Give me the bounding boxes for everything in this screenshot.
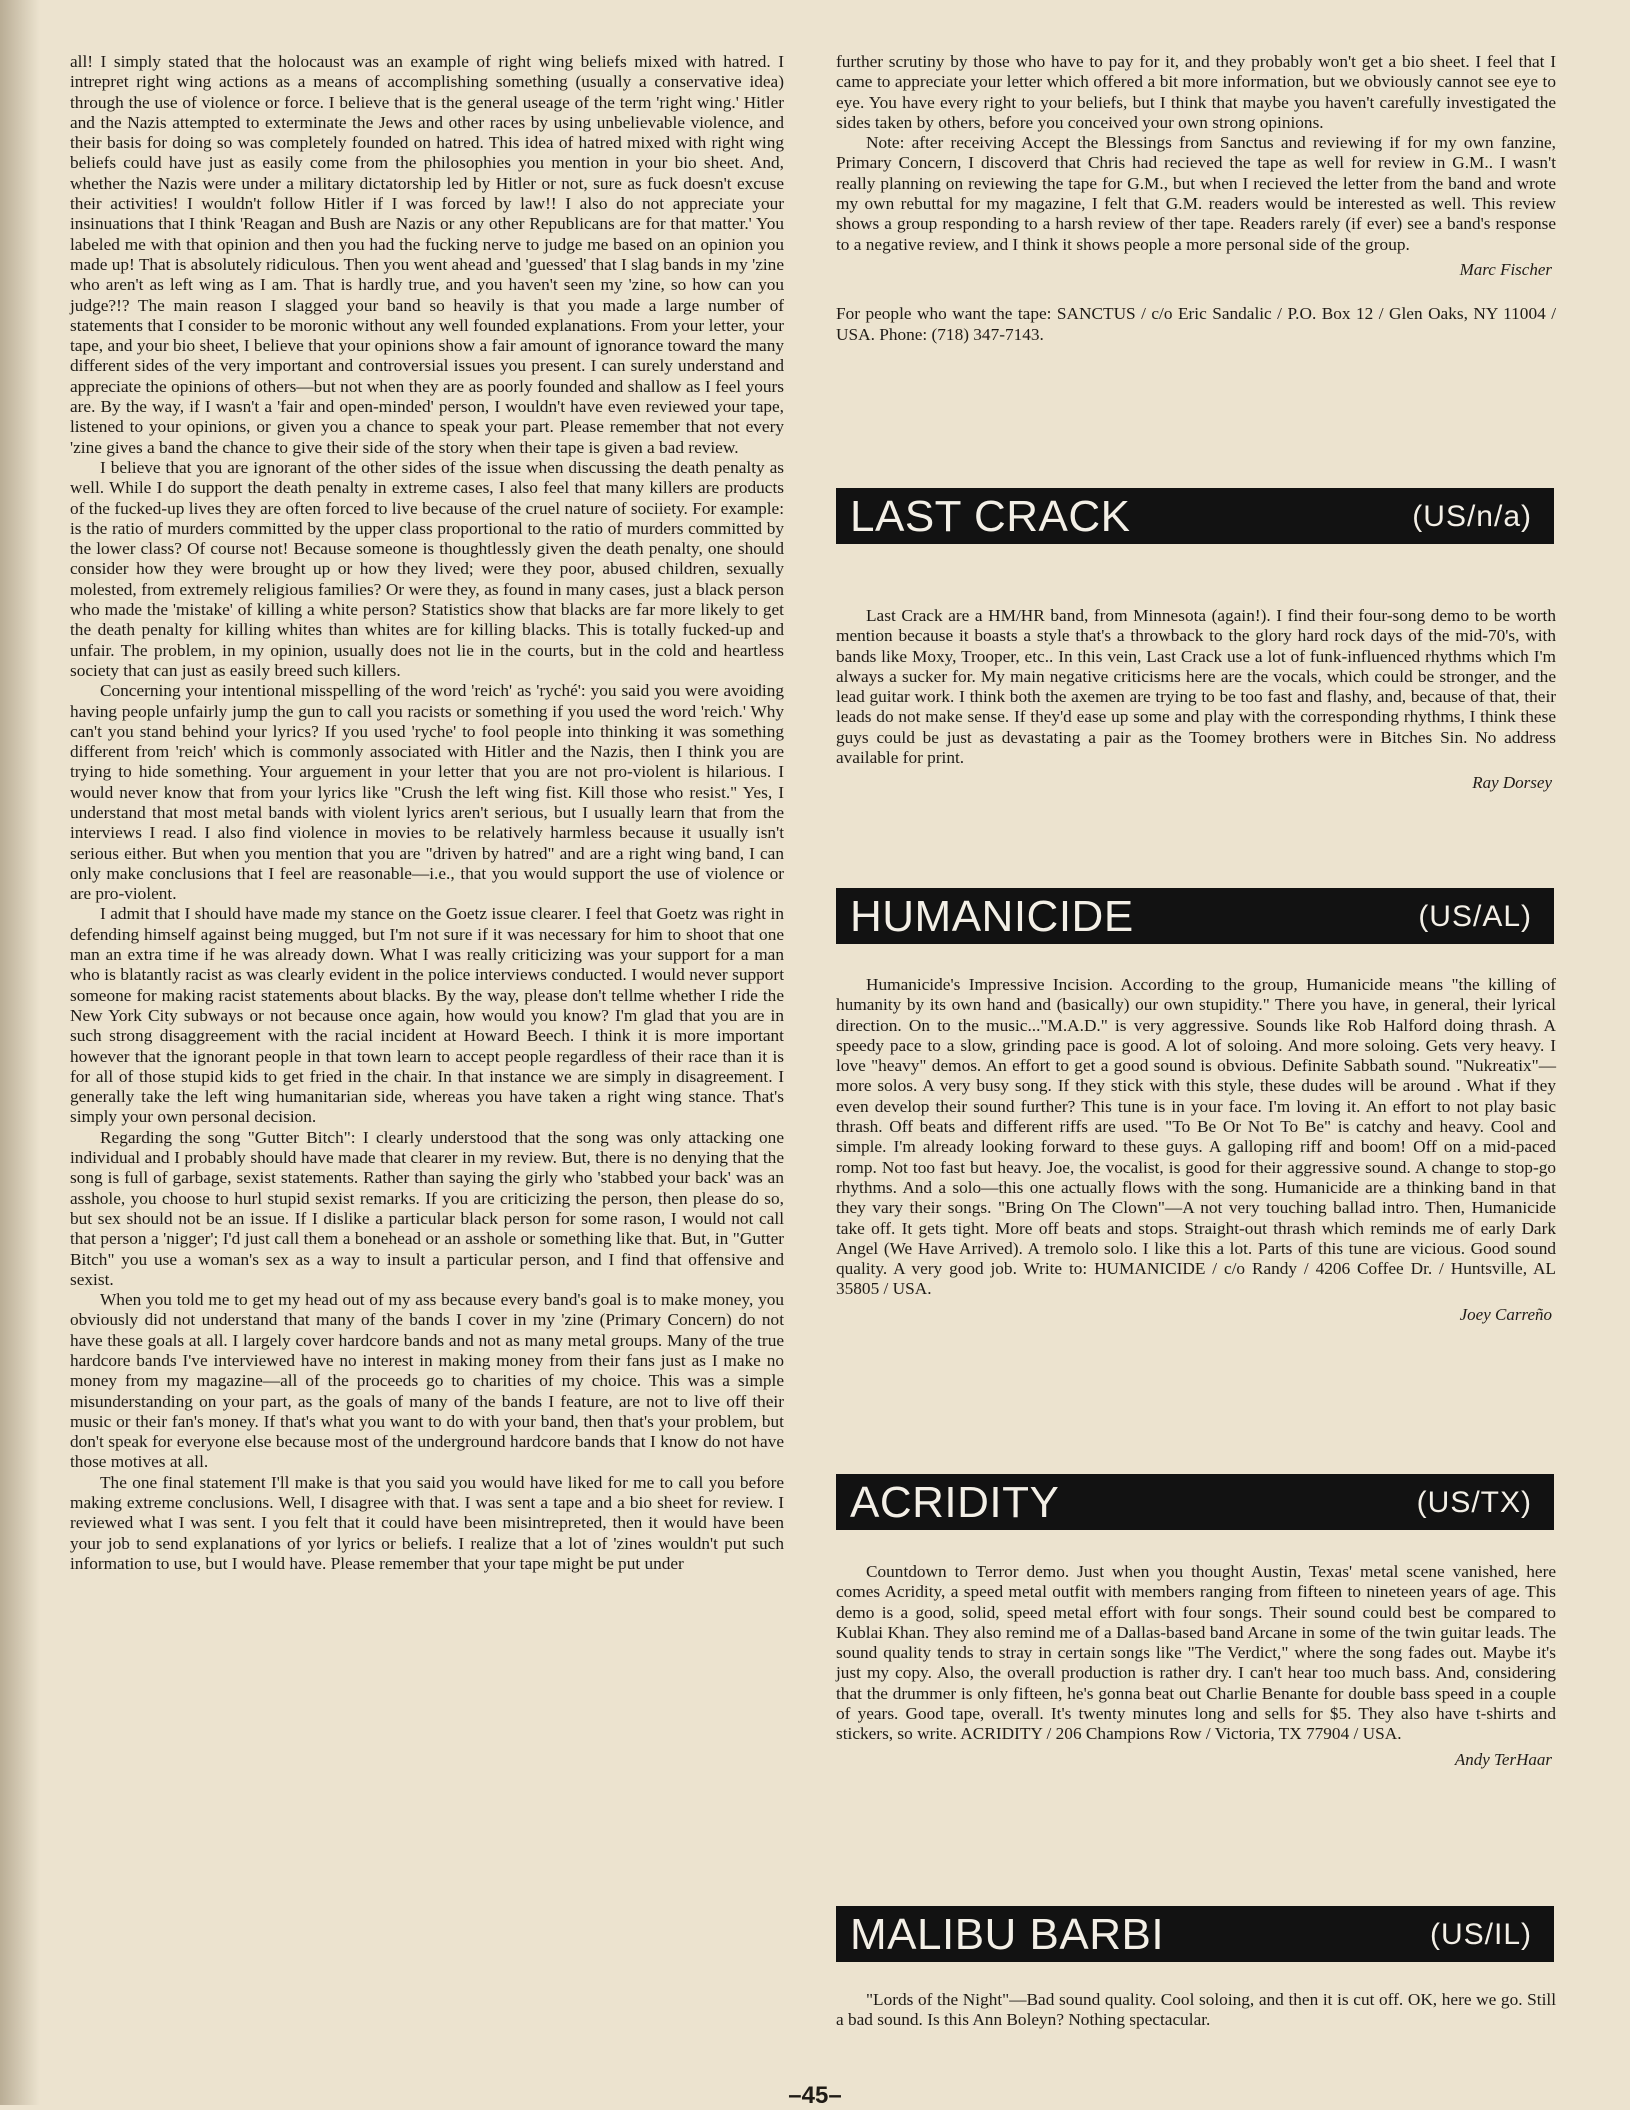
review-text: Last Crack are a HM/HR band, from Minnesota (again!). I find their four-song demo to be worth mention because it boasts a style that's a throwback to the glory hard rock days of the mid-70's, with bands like Moxy, Trooper, etc.. In this vein, Last Crack use a lot of funk-influenced rhythms which I'm always a sucker for. My main negative criticisms here are the vocals, which could be stronger, and the lead guitar work. I think both the axemen are trying to be too fast and flashy, and, because of that, their leads do not make sense. If they'd ease up some and play with the corresponding rhythms, I think these guys could be just as devastating a pair as the Toomey brothers were in Bitches Sin. No address available for print. [836, 606, 1556, 768]
review-text: Humanicide's Impressive Incision. According to the group, Humanicide means "the killing of humanity by its own hand and (basically) our own stupidity." There you have, in general, their lyrical direction. On to the music..."M.A.D." is very aggressive. Sounds like Rob Halford doing thrash. A speedy pace to a slow, grinding pace is good. A lot of soloing. And more soloing. Gets very heavy. I love "heavy" demos. An effort to get a good sound is obvious. Definite Sabbath sound. "Nukreatix"—more solos. A very busy song. If they stick with this style, these dudes will be around . What if they even develop their sound further? This tune is in your face. I'm loving it. An effort to not play basic thrash. Off beats and different riffs are used. "To Be Or Not To Be" is catchy and heavy. Cool and simple. I'm already looking forward to these guys. A galloping riff and boom! Off on a mid-paced romp. Not too fast but heavy. Joe, the vocalist, is good for their aggressive sound. A change to stop-go rhythms. And a solo—this one actually flows with the song. Humanicide are a thinking band in that they vary their songs. "Bring On The Clown"—A not very touching ballad intro. Then, Humanicide take off. It gets tight. More off beats and stops. Straight-out thrash which reminds me of early Dark Angel (We Have Arrived). A tremolo solo. I like this a lot. Parts of this tune are vicious. Good sound quality. A very good job. Write to: HUMANICIDE / c/o Randy / 4206 Coffee Dr. / Huntsville, AL 35805 / USA. [836, 975, 1556, 1299]
band-origin: (US/IL) [1429, 1918, 1532, 1951]
review-humanicide [836, 975, 1556, 1326]
band-origin: (US/n/a) [1412, 500, 1532, 533]
letter-paragraph: Concerning your intentional misspelling of the word 'reich' as 'ryché': you said you were avoiding having people unfairly jump the gun to call you racists or something if you used the word 'reich.' Why can't you stand behind your lyrics? If you used 'ryche' to fool people into thinking it was something different from 'reich' which is commonly associated with Hitler and the Nazis, then I think you are trying to hide something. Your arguement in your letter that you are not pro-violent is hilarious. I would never know that from your lyrics like "Crush the left wing fist. Kill those who resist." Yes, I understand that most metal bands with violent lyrics aren't serious, but I usually learn that from the interviews I read. I also find violence in movies to be relatively harmless because it usually isn't serious either. But when you mention that you are "driven by hatred" and are a right wing band, I can only make conclusions that I feel are reasonable—i.e., that you would support the use of violence or are pro-violent. [70, 681, 784, 904]
band-name: ACRIDITY [850, 1478, 1060, 1527]
band-origin: (US/AL) [1418, 900, 1532, 933]
reviewer-signature: Joey Carreño [1459, 1304, 1552, 1324]
letter-paragraph: Regarding the song "Gutter Bitch": I clearly understood that the song was only attacking one individual and I probably should have made that clearer in my review. But, there is no denying that the song is full of garbage, sexist statements. Rather than saying the girly who 'stabbed your back' was an asshole, you choose to hurl stupid sexist remarks. If you are criticizing the person, then please do so, but sex should not be an issue. If I dislike a particular black person for some rason, I would not call that person a 'nigger'; I'd just call them a bonehead or an asshole or something like that. But, in "Gutter Bitch" you use a woman's sex as a way to insult a particular person, and I find that offensive and sexist. [70, 1127, 784, 1289]
band-header-humanicide [836, 888, 1554, 944]
page-edge-shadow [0, 0, 40, 2105]
letter-paragraph: When you told me to get my head out of my ass because every band's goal is to make money, you obviously did not understand that many of the bands I cover in my 'zine (Primary Concern) do not have these goals at all. I largely cover hardcore bands and not as many metal groups. Many of the true hardcore bands I've interviewed have no interest in making money from their fans just as I make no money from my magazine—all of the proceeds go to charities of my choice. This was a simple misunderstanding on your part, as the goals of many of the bands I feature, are not to live off their music or their fan's money. If that's what you want to do with your band, then that's your problem, but don't speak for everyone else because most of the underground hardcore bands that I know do not have those motives at all. [70, 1290, 784, 1472]
editor-note: Note: after receiving Accept the Blessings from Sanctus and reviewing if for my own fanzine, Primary Concern, I discoverd that Chris had recieved the tape as well for review in G.M.. I wasn't really planning on reviewing the tape for G.M., but when I recieved the letter from the band and wrote my own rebuttal for my magazine, I felt that G.M. readers would be interested as well. This review shows a group responding to a harsh review of ther tape. Readers rarely (if ever) see a band's response to a negative review, and I think it shows people a more personal side of the group. [836, 133, 1556, 254]
review-acridity [836, 1562, 1556, 1771]
band-header-acridity [836, 1474, 1554, 1530]
band-header-last-crack [836, 488, 1554, 544]
band-name: MALIBU BARBI [850, 1910, 1165, 1959]
letter-paragraph: The one final statement I'll make is that you said you would have liked for me to call you before making extreme conclusions. Well, I disagree with that. I was sent a tape and a bio sheet for review. I reviewed what I was sent. I you felt that it could have been misintrepreted, then it would have been your job to send explanations of yor lyrics or beliefs. I realize that a lot of 'zines wouldn't put such information to use, but I would have. Please remember that your tape might be put under [70, 1472, 784, 1573]
review-text: Countdown to Terror demo. Just when you thought Austin, Texas' metal scene vanished, here comes Acridity, a speed metal outfit with members ranging from fifteen to nineteen years of age. This demo is a good, solid, speed metal effort with four songs. Their sound could best be compared to Kublai Khan. They also remind me of a Dallas-based band Arcane in some of the twin guitar leads. The sound quality tends to stray in certain songs like "The Verdict," where the song fades out. Maybe it's just my copy. Also, the overall production is rather dry. I can't hear too much bass. And, considering that the drummer is only fifteen, he's gonna beat out Charlie Benante for double bass speed in a couple of years. Good tape, overall. It's twenty minutes long and sells for $5. They also have t-shirts and stickers, so write. ACRIDITY / 206 Champions Row / Victoria, TX 77904 / USA. [836, 1562, 1556, 1744]
review-malibu-barbi [836, 1990, 1556, 2031]
letter-column-left [70, 52, 784, 1574]
page-number: –45– [788, 2082, 842, 2109]
band-header-malibu-barbi [836, 1906, 1554, 1962]
review-last-crack [836, 606, 1556, 794]
letter-paragraph: all! I simply stated that the holocaust was an example of right wing beliefs mixed with hatred. I intrepret right wing actions as a means of accomplishing something (usually a conservative idea) through the use of violence or force. I believe that is the general useage of the term 'right wing.' Hitler and the Nazis attempted to exterminate the Jews and other races by using unbelievable violence, and their basis for doing so was completely founded on hatred. This idea of hatred mixed with right wing beliefs could have just as easily come from the philosophies you mention in your bio sheet. And, whether the Nazis were under a military dictatorship led by Hitler or not, sure as fuck doesn't excuse their activities! I wouldn't follow Hitler if I was forced by law!! I also do not appreciate your insinuations that I think 'Reagan and Bush are Nazis or any other Republicans are for that matter.' You labeled me with that opinion and then you had the fucking nerve to judge me based on an opinion you made up! That is absolutely ridiculous. Then you went ahead and 'guessed' that I slag bands in my 'zine who aren't as left wing as I am. That is hardly true, and you haven't seen my 'zine, so how can you judge?!? The main reason I slagged your band so heavily is that you made a large number of statements that I consider to be moronic without any well founded explanations. From your letter, your tape, and your bio sheet, I believe that your opinions show a fair amount of ignorance toward the many different sides of the very important and controversial issues you present. I can surely understand and appreciate the opinions of others—but not when they are as poorly founded and shallow as I feel yours are. By the way, if I wasn't a 'fair and open-minded' person, I wouldn't have even reviewed your tape, listened to your opinions, or given you a chance to speak your part. Please remember that not every 'zine gives a band the chance to give their side of the story when their tape is given a bad review. [70, 52, 784, 457]
letter-paragraph: I believe that you are ignorant of the other sides of the issue when discussing the death penalty as well. While I do support the death penalty in extreme cases, I also feel that many killers are products of the fucked-up lives they are often forced to live because of the cruel nature of sociiety. For example: is the ratio of murders committed by the upper class proportional to the ratio of murders committed by the lower class? Of course not! Because someone is thoughtlessly given the death penalty, one should consider how they were brought up or how they lived; were they poor, abused children, sexually molested, from extremely religious families? Or were they, as found in many cases, just a black person who made the 'mistake' of killing a white person? Statistics show that blacks are far more likely to get the death penalty for killing whites than whites are for killing blacks. This is totally fucked-up and unfair. The problem, in my opinion, usually does not lie in the courts, but in the cold and heartless society that can just as easily breed such killers. [70, 457, 784, 680]
letter-paragraph: further scrutiny by those who have to pay for it, and they probably won't get a bio sheet. I feel that I came to appreciate your letter which offered a bit more information, but we obviously cannot see eye to eye. You have every right to your beliefs, but I think that maybe you haven't carefully investigated the sides taken by others, before you conceived your own strong opinions. [836, 52, 1556, 132]
reviewer-signature: Marc Fischer [1459, 259, 1552, 279]
letter-paragraph: I admit that I should have made my stance on the Goetz issue clearer. I feel that Goetz was right in defending himself against being mugged, but I'm not sure if it was necessary for him to shoot that one man an extra time if he was already down. What I was really criticizing was your support for a man who is blatantly racist as was clearly evident in the police interviews conducted. I would never support someone for making racist statements about blacks. By the way, please don't tellme whether I ride the New York City subways or not because once again, how would you know? I'm glad that you are in such strong disaggreement with the racial incident at Howard Beech. I think it is more important however that the ignorant people in that town learn to accept people regardless of their race than it is for all of those stupid kids to get fried in the chair. In that instance we are simply in disagreement. I generally take the left wing humanitarian side, whereas you have taken a right wing stance. That's simply your own personal decision. [70, 904, 784, 1127]
letter-column-right [836, 52, 1556, 345]
reviewer-signature: Ray Dorsey [1472, 773, 1552, 793]
band-name: LAST CRACK [850, 492, 1131, 541]
review-text: "Lords of the Night"—Bad sound quality. Cool soloing, and then it is cut off. OK, here we go. Still a bad sound. Is this Ann Boleyn? Nothing spectacular. [836, 1990, 1556, 2030]
reviewer-signature: Andy TerHaar [1454, 1749, 1552, 1769]
band-name: HUMANICIDE [850, 892, 1134, 941]
band-origin: (US/TX) [1416, 1486, 1532, 1519]
contact-info: For people who want the tape: SANCTUS / c/o Eric Sandalic / P.O. Box 12 / Glen Oaks, NY 11004 / USA. Phone: (718) 347-7143. [836, 303, 1556, 344]
